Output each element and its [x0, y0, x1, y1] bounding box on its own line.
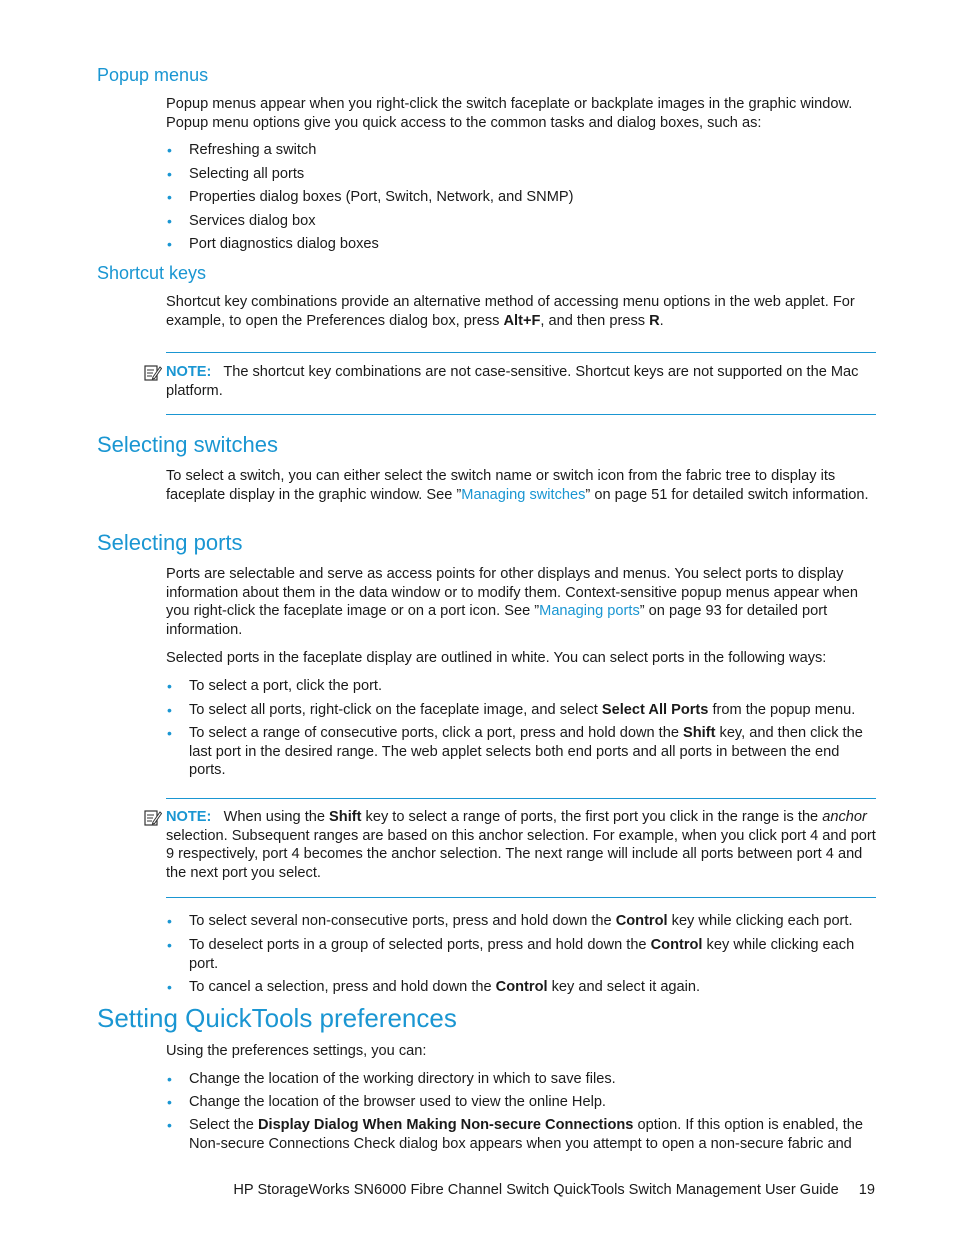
list-item	[166, 188, 878, 207]
bullet-icon: •	[167, 236, 172, 252]
section-heading-shortcut-keys: Shortcut keys	[97, 263, 207, 283]
bullet-icon: •	[167, 913, 172, 929]
bullet-icon: •	[167, 142, 172, 158]
list-item	[166, 677, 878, 696]
selecting-ports-paragraph	[166, 565, 878, 639]
bullet-icon: •	[167, 213, 172, 229]
list-item	[166, 701, 878, 720]
text: from the popup menu.	[708, 702, 856, 718]
list-item	[166, 235, 878, 254]
note-label: NOTE:	[166, 364, 212, 380]
option-name: Display Dialog When Making Non-secure Connections	[257, 1117, 634, 1133]
prefs-intro: Using the preferences settings, you can:	[166, 1043, 427, 1059]
list-item	[166, 141, 878, 160]
bullet-icon: •	[167, 1117, 172, 1133]
note-label: NOTE:	[166, 809, 212, 825]
text: To select several non-consecutive ports, press and hold down the	[189, 913, 616, 929]
bullet-icon: •	[167, 189, 172, 205]
key-shift: Shift	[683, 725, 716, 741]
text: .	[659, 312, 664, 329]
note-text: The shortcut key combinations are not case-sensitive. Shortcut keys are not supported on the Mac platform.	[166, 364, 859, 399]
section-heading-popup-menus: Popup menus	[97, 65, 209, 85]
text: To select a range of consecutive ports, click a port, press and hold down the	[189, 725, 684, 741]
list-item	[166, 912, 878, 931]
text: When using the	[223, 809, 330, 825]
list-item-text: Refreshing a switch	[189, 142, 317, 158]
note-shortcut	[166, 363, 878, 400]
text: key while clicking each port.	[667, 913, 853, 929]
note-shift-range	[166, 808, 878, 882]
list-item	[166, 212, 878, 231]
text: key while clicking each port.	[189, 937, 855, 972]
list-item	[166, 1116, 878, 1153]
list-item	[166, 936, 878, 973]
key-alt-f: Alt+F	[503, 312, 541, 329]
text: option. If this option is enabled, the Non-secure Connections Check dialog box appears when you attempt to open a non-secure fabric and	[189, 1117, 864, 1152]
key-control: Control	[495, 979, 548, 995]
text: key to select a range of ports, the first port you click in the range is the	[361, 809, 823, 825]
list-item-text: Services dialog box	[189, 213, 316, 229]
note-icon	[144, 809, 162, 827]
managing-ports-link[interactable]: Managing ports	[539, 603, 640, 620]
text: ” on page 51 for detailed switch information.	[585, 486, 869, 503]
list-item	[166, 978, 878, 997]
text: selection. Subsequent ranges are based on this anchor selection. For example, when you click port 4 and port 9 respectively, port 4 becomes the anchor selection. The next range will include all ports between port 4 and the next port you select.	[166, 827, 876, 881]
text: To deselect ports in a group of selected ports, press and hold down the	[189, 937, 651, 953]
text: key and select it again.	[547, 979, 701, 995]
list-item-text: Change the location of the working directory in which to save files.	[189, 1071, 616, 1087]
list-item	[166, 1093, 878, 1112]
key-shift: Shift	[329, 809, 362, 825]
emphasis-anchor: anchor	[822, 809, 867, 825]
managing-switches-link[interactable]: Managing switches	[461, 486, 586, 503]
bullet-icon: •	[167, 725, 172, 741]
text: To select a switch, you can either select the switch name or switch icon from the fabric tree to display its faceplate display in the graphic window. See ”	[166, 468, 836, 503]
text: Ports are selectable and serve as access points for other displays and menus. You select ports to display information about them in the data window or to modify them. Context-sensitive popup menus appear when you right-click the faceplate image or on a port icon. See ”	[166, 566, 858, 620]
note-rule-top	[166, 352, 876, 353]
menu-command: Select All Ports	[601, 702, 709, 718]
text: To select all ports, right-click on the faceplate image, and select	[189, 702, 602, 718]
key-control: Control	[615, 913, 668, 929]
section-heading-selecting-ports: Selecting ports	[97, 530, 243, 555]
section-heading-quicktools-preferences: Setting QuickTools preferences	[97, 1003, 457, 1033]
note-icon	[144, 364, 162, 382]
selecting-switches-paragraph	[166, 467, 878, 504]
page-number: 19	[858, 1182, 875, 1198]
bullet-icon: •	[167, 1071, 172, 1087]
text: To cancel a selection, press and hold down the	[189, 979, 496, 995]
list-item-text: Properties dialog boxes (Port, Switch, Network, and SNMP)	[189, 189, 574, 205]
section-heading-selecting-switches: Selecting switches	[97, 432, 278, 457]
bullet-icon: •	[167, 979, 172, 995]
list-item-text: To select a port, click the port.	[189, 678, 383, 694]
footer-title: HP StorageWorks SN6000 Fibre Channel Switch QuickTools Switch Management User Guide	[233, 1182, 839, 1198]
note-rule-bottom	[166, 897, 876, 898]
note-rule-bottom	[166, 414, 876, 415]
page-footer	[233, 1181, 875, 1199]
popup-intro: Popup menus appear when you right-click the switch faceplate or backplate images in the graphic window. Popup menu options give you quick access to the common tasks and dialog boxes, such as:	[166, 96, 853, 131]
selecting-ports-paragraph-2: Selected ports in the faceplate display are outlined in white. You can select ports in the following ways:	[166, 650, 827, 666]
text: Select the	[189, 1117, 258, 1133]
text: , and then press	[540, 312, 650, 329]
list-item	[166, 724, 878, 780]
bullet-icon: •	[167, 1094, 172, 1110]
bullet-icon: •	[167, 678, 172, 694]
list-item-text: Selecting all ports	[189, 166, 305, 182]
bullet-icon: •	[167, 702, 172, 718]
list-item	[166, 165, 878, 184]
text: Shortcut key combinations provide an alternative method of accessing menu options in the web applet. For example, to open the Preferences dialog box, press	[166, 294, 855, 329]
list-item-text: Port diagnostics dialog boxes	[189, 236, 379, 252]
text: key, and then click the last port in the desired range. The web applet selects both end ports and all ports in between the end ports.	[189, 725, 863, 779]
bullet-icon: •	[167, 937, 172, 953]
shortcut-paragraph	[166, 293, 878, 330]
key-control: Control	[650, 937, 703, 953]
list-item	[166, 1070, 878, 1089]
text: ” on page 93 for detailed port information.	[166, 603, 828, 638]
list-item-text: Change the location of the browser used to view the online Help.	[189, 1094, 606, 1110]
bullet-icon: •	[167, 166, 172, 182]
key-r: R	[649, 312, 660, 329]
note-rule-top	[166, 798, 876, 799]
